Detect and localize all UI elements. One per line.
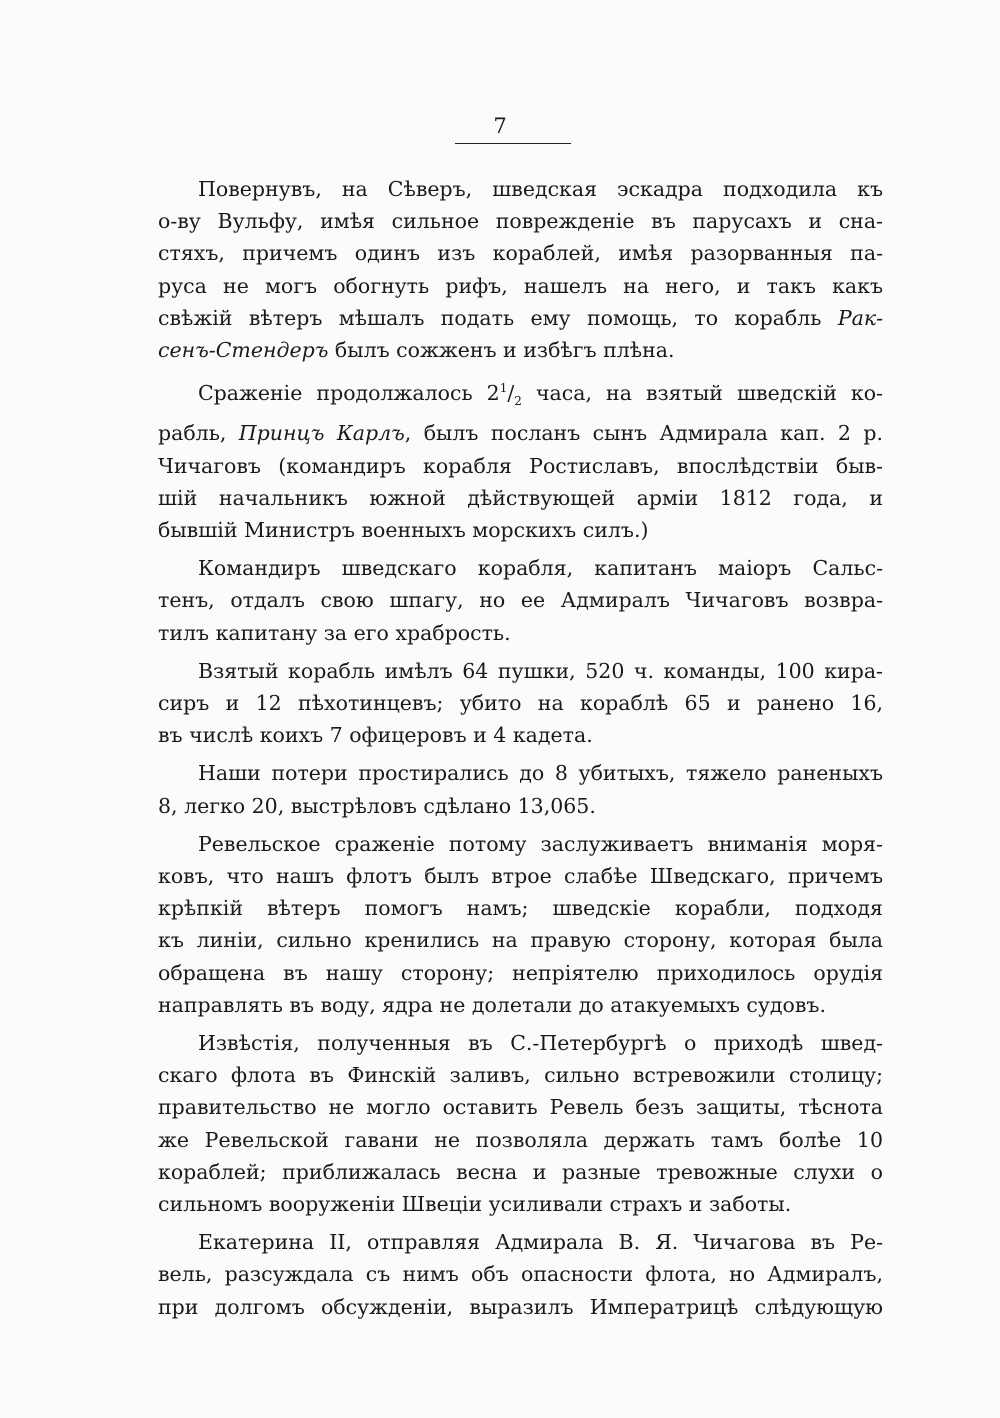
text-line: къ линіи, сильно кренились на правую сторону, которая была — [158, 928, 883, 953]
paragraph-6 — [158, 828, 883, 1021]
text-line: Екатерина II, отправляя Адмирала В. Я. Чичагова въ Ре- — [198, 1230, 883, 1255]
paragraph-2 — [158, 372, 883, 546]
text-line: кораблей; приближалась весна и разные тревожные слухи о — [158, 1159, 883, 1184]
page-number-rule — [455, 143, 571, 144]
text-line: Наши потери простирались до 8 убитыхъ, тяжело раненыхъ — [198, 761, 883, 786]
fraction-numerator: 1 — [499, 381, 508, 396]
text-line: въ числѣ коихъ 7 офицеровъ и 4 кадета. — [158, 723, 593, 748]
text-line: Ревельское сраженіе потому заслуживаетъ вниманія моря- — [198, 831, 883, 856]
paragraph-7 — [158, 1027, 883, 1220]
line-text: свѣжій вѣтеръ мѣшалъ подать ему помощь, то корабль — [158, 305, 822, 330]
text-line: сиръ и 12 пѣхотинцевъ; убито на кораблѣ 65 и ранено 16, — [158, 690, 883, 715]
fraction-denominator: 2 — [514, 394, 522, 409]
text-line: Чичаговъ (командиръ корабля Ростиславъ, впослѣдствіи быв- — [158, 453, 883, 478]
text-line — [158, 302, 883, 334]
text-line: Повернувъ, на Сѣверъ, шведская эскадра подходила къ — [198, 177, 883, 201]
text-line: Взятый корабль имѣлъ 64 пушки, 520 ч. команды, 100 кира- — [198, 658, 883, 683]
paragraph-3 — [158, 552, 883, 649]
text-line — [158, 417, 883, 449]
body-text — [158, 173, 883, 1323]
text-line: ковъ, что нашъ флотъ былъ втрое слабѣе Шведскаго, причемъ — [158, 863, 883, 888]
line-text: рабль, — [158, 421, 227, 446]
text-line: Извѣстія, полученныя въ С.-Петербургѣ о приходѣ швед- — [198, 1031, 883, 1055]
line-text: , былъ посланъ сынъ Адмирала кап. 2 р. — [404, 421, 883, 446]
text-line: 8, легко 20, выстрѣловъ сдѣлано 13,065. — [158, 793, 596, 818]
text-line: тилъ капитану за его храбрость. — [158, 620, 511, 645]
text-line: правительство не могло оставить Ревель безъ защиты, тѣснота — [158, 1095, 883, 1120]
paragraph-4 — [158, 655, 883, 752]
paragraph-5 — [158, 757, 883, 821]
paragraph-1 — [158, 173, 883, 366]
italic-ship-name: сенъ-Стендеръ — [158, 338, 329, 363]
text-line: при долгомъ обсужденіи, выразилъ Императрицѣ слѣдующую — [158, 1294, 883, 1319]
paragraph-8 — [158, 1226, 883, 1323]
italic-ship-name: Принцъ Карлъ — [238, 421, 405, 446]
text-line: сильномъ вооруженіи Швеціи усиливали страхъ и заботы. — [158, 1192, 792, 1217]
line-text: часа, на взятый шведскій ко- — [535, 381, 883, 406]
text-line: о-ву Вульфу, имѣя сильное поврежденіе въ парусахъ и сна- — [158, 209, 883, 234]
text-line: же Ревельской гавани не позволяла держать тамъ болѣе 10 — [158, 1127, 883, 1152]
text-line: Командиръ шведскаго корабля, капитанъ маіоръ Сальс- — [198, 556, 883, 581]
text-line: стяхъ, причемъ одинъ изъ кораблей, имѣя разорванныя па- — [158, 241, 883, 266]
text-line — [158, 334, 883, 366]
text-line: тенъ, отдалъ свою шпагу, но ее Адмиралъ Чичаговъ возвра- — [158, 588, 883, 613]
text-line: Сраженіе продолжалось $2^1/_2$ часа, на взятый шведскій ко- — [198, 381, 883, 409]
page-number: 7 — [493, 114, 507, 138]
text-line: вель, разсуждала съ нимъ объ опасности флота, но Адмиралъ, — [158, 1262, 883, 1287]
text-line: скаго флота въ Финскій заливъ, сильно встревожили столицу; — [158, 1063, 883, 1088]
text-line: шій начальникъ южной дѣйствующей арміи 1812 года, и — [158, 485, 883, 510]
text-line: бывшій Министръ военныхъ морскихъ силъ.) — [158, 517, 649, 542]
text-line: обращена въ нашу сторону; непріятелю приходилось орудія — [158, 960, 883, 985]
italic-ship-name: Рак- — [837, 305, 883, 330]
line-text: былъ сожженъ и избѣгъ плѣна. — [334, 338, 675, 363]
text-line: руса не могъ обогнуть рифъ, нашелъ на него, и такъ какъ — [158, 273, 883, 298]
text-line: крѣпкій вѣтеръ помогъ намъ; шведскіе корабли, подходя — [158, 896, 883, 921]
text-line: направлять въ воду, ядра не долетали до атакуемыхъ судовъ. — [158, 992, 826, 1017]
line-text: Сраженіе продолжалось 2 — [198, 381, 500, 406]
